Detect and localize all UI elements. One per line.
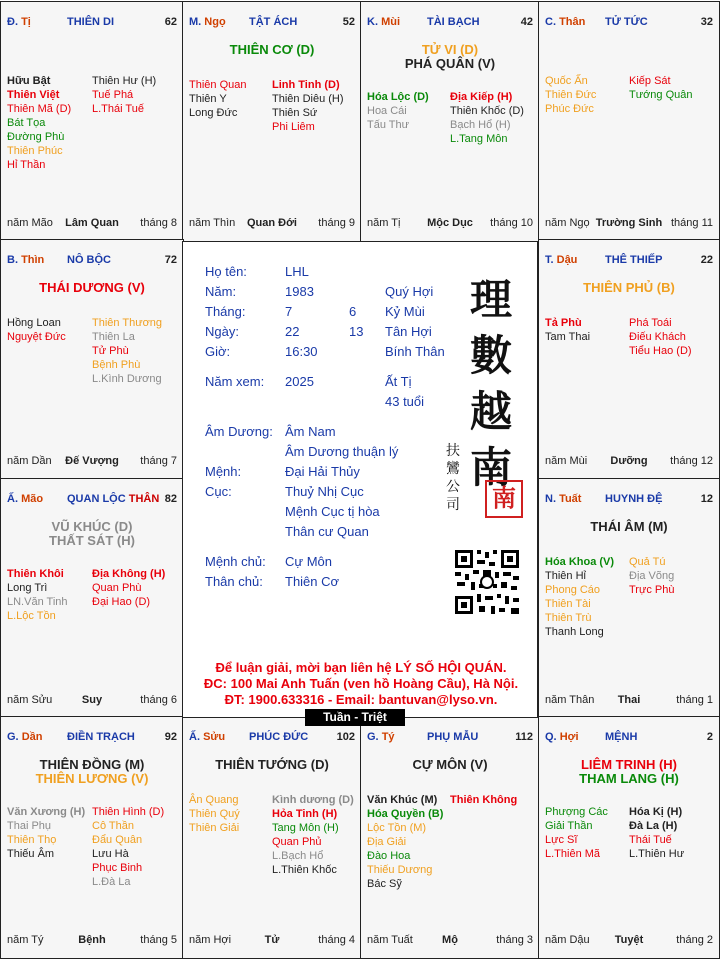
major-star: TỬ VI (D): [421, 42, 479, 57]
stars-right: [272, 793, 355, 877]
minor-star: Thái Tuế: [629, 834, 672, 846]
palace-name: TỬ TỨC: [605, 16, 648, 28]
info-cuc-note2: Thân cư Quan: [285, 524, 369, 539]
stars-left: [7, 567, 92, 623]
minor-star: Long Đức: [189, 107, 238, 119]
minor-star: Thiếu Âm: [7, 848, 55, 860]
footer-stage: Suy: [81, 694, 103, 706]
minor-star: Thiên Sứ: [272, 107, 318, 119]
palace-number: 42: [520, 16, 533, 28]
minor-star: Hồng Loan: [7, 317, 61, 329]
minor-star: Văn Xương (H): [7, 806, 86, 818]
minor-star: Phi Liêm: [272, 121, 315, 133]
major-star: THAM LANG (H): [579, 771, 679, 786]
major-star: THÁI ÂM (M): [590, 519, 668, 534]
palace-name: HUYNH ĐỆ: [605, 493, 663, 505]
major-star: THÁI DƯƠNG (V): [39, 280, 145, 295]
major-star: THIÊN LƯƠNG (V): [35, 771, 149, 786]
info-age: 43 tuổi: [385, 394, 425, 409]
minor-star: Đường Phù: [7, 131, 65, 143]
footer-year: năm Ngọ: [545, 217, 590, 229]
palace-number: 72: [164, 254, 177, 266]
stars-left: [545, 805, 629, 861]
stars-left: [367, 90, 450, 132]
minor-star: Phục Binh: [92, 862, 143, 874]
palace-number: 12: [700, 493, 713, 505]
palace-number: 102: [336, 731, 355, 743]
minor-star: L.Thiên Khốc: [272, 864, 337, 876]
footer-month: tháng 4: [318, 934, 355, 946]
minor-star: Hoa Cái: [367, 105, 407, 117]
contact-line-3: ĐT: 1900.633316 - Email: bantuvan@lyso.vn.: [224, 692, 498, 707]
minor-star: Phúc Đức: [545, 103, 594, 115]
minor-star: Thiên Phúc: [7, 145, 63, 157]
minor-star: Hóa Kị (H): [629, 806, 683, 818]
minor-star: Thiên Trù: [545, 612, 592, 624]
minor-stars: [7, 74, 177, 204]
palace-name: MỆNH: [605, 731, 638, 743]
palace-can: Ấ. Mão: [7, 493, 44, 505]
footer-stage: Quan Đới: [247, 217, 297, 229]
palace-name: PHÚC ĐỨC: [249, 731, 309, 743]
palace-chi: Tị: [21, 16, 31, 28]
palace-number: 62: [164, 16, 177, 28]
palace-can: G. Dần: [7, 731, 43, 743]
minor-star: Thiên Quý: [189, 808, 240, 820]
minor-star: LN.Văn Tinh: [7, 596, 68, 608]
major-star: CỰ MÔN (V): [412, 757, 488, 772]
minor-star: Quan Phủ: [272, 836, 322, 848]
palace-name: PHỤ MẪU: [427, 731, 479, 743]
calligraphy-logo: 理 數 越 南: [469, 275, 512, 492]
stars-right: [92, 805, 177, 889]
palace-name: NÔ BỘC: [67, 254, 111, 266]
calligraphy-side-text: 扶 鸞 公 司: [446, 443, 460, 513]
minor-star: L.Lộc Tồn: [7, 610, 56, 622]
palace-chi: Mùi: [381, 16, 401, 28]
palace-footer: [189, 934, 355, 948]
palace-can: N. Tuất: [545, 493, 582, 505]
palace-chi: Thân: [559, 16, 586, 28]
palace-ty: [360, 716, 540, 959]
minor-star: L.Kình Dương: [92, 373, 162, 385]
minor-stars: [367, 793, 533, 923]
minor-star: Hữu Bật: [7, 75, 51, 87]
palace-header: [367, 16, 533, 30]
palace-chi: Ngọ: [204, 16, 226, 28]
footer-month: tháng 8: [140, 217, 177, 229]
red-seal: 南: [485, 480, 523, 518]
minor-star: Thiên Diêu (H): [272, 93, 344, 105]
palace-can: B. Thìn: [7, 254, 45, 266]
minor-star: L.Bạch Hổ: [272, 850, 324, 862]
footer-stage: Dưỡng: [610, 455, 648, 467]
footer-stage: Mộc Dục: [427, 217, 473, 229]
minor-star: Thiên Không: [450, 794, 518, 806]
minor-star: Thiên Y: [189, 93, 227, 105]
stars-left: [545, 316, 629, 344]
minor-star: Lộc Tồn (M): [367, 822, 427, 834]
palace-chi: Mão: [21, 493, 44, 505]
minor-star: Hóa Quyền (B): [367, 808, 444, 820]
minor-star: Thiên Hư (H): [92, 75, 157, 87]
minor-star: Phá Toái: [629, 317, 672, 329]
palace-header: [7, 731, 177, 745]
minor-star: Thiên Thọ: [7, 834, 57, 846]
footer-month: tháng 6: [140, 694, 177, 706]
footer-stage: Bệnh: [78, 934, 106, 946]
palace-name: TÀI BẠCH: [427, 16, 480, 28]
palace-tuat: [538, 478, 720, 719]
palace-footer: [545, 694, 713, 708]
minor-star: Điếu Khách: [629, 331, 686, 343]
footer-stage: Trường Sinh: [595, 217, 663, 229]
minor-star: Thiên Hình (D): [92, 806, 165, 818]
stars-left: [367, 793, 450, 891]
footer-month: tháng 1: [676, 694, 713, 706]
minor-star: Đào Hoa: [367, 850, 411, 862]
info-menh: Mệnh: Đại Hải Thủy: [205, 464, 360, 479]
major-star: THIÊN ĐỒNG (M): [39, 757, 145, 772]
minor-star: Đà La (H): [629, 820, 678, 832]
minor-star: Trực Phù: [629, 584, 675, 596]
footer-year: năm Tị: [367, 217, 401, 229]
minor-stars: [545, 555, 713, 685]
palace-name: THÊ THIẾP: [605, 254, 663, 266]
palace-header: [367, 731, 533, 745]
info-view-year: Năm xem: 2025 Ất Tị: [205, 374, 412, 389]
palace-name: QUAN LỘC THÂN: [67, 493, 160, 505]
minor-star: Quan Phù: [92, 582, 142, 594]
palace-dau: [538, 239, 720, 480]
palace-header: [7, 16, 177, 30]
palace-can: Đ. Tị: [7, 16, 31, 28]
palace-can: Ấ. Sửu: [189, 731, 226, 743]
minor-star: Tiểu Hao (D): [629, 345, 692, 357]
minor-star: Địa Không (H): [92, 568, 166, 580]
minor-star: Thiên Tài: [545, 598, 591, 610]
minor-star: L.Thiên Mã: [545, 848, 601, 860]
minor-star: L.Thiên Hư: [629, 848, 685, 860]
minor-star: Kình dương (D): [272, 794, 354, 806]
palace-number: 2: [706, 731, 713, 743]
minor-star: L.Thái Tuế: [92, 103, 144, 115]
minor-star: Bát Tọa: [7, 117, 46, 129]
stars-right: [629, 316, 713, 358]
minor-star: Thanh Long: [545, 626, 604, 638]
info-year: Năm: 1983 Quý Hợi: [205, 284, 434, 299]
stars-right: [450, 90, 533, 146]
minor-star: Hóa Khoa (V): [545, 556, 615, 568]
palace-thin: [0, 239, 184, 480]
minor-star: Văn Khúc (M): [367, 794, 438, 806]
palace-header: [545, 16, 713, 30]
minor-star: Nguyệt Đức: [7, 331, 66, 343]
minor-star: Thai Phụ: [7, 820, 52, 832]
palace-header: [189, 731, 355, 745]
footer-year: năm Mùi: [545, 455, 588, 467]
minor-star: Hóa Lộc (D): [367, 91, 429, 103]
footer-year: năm Hợi: [189, 934, 232, 946]
minor-star: L.Đà La: [92, 876, 131, 888]
palace-header: [7, 254, 177, 268]
major-star: THẤT SÁT (H): [49, 533, 135, 548]
qr-code-icon: [453, 548, 521, 616]
major-star: PHÁ QUÂN (V): [404, 56, 496, 71]
minor-star: Lực Sĩ: [545, 834, 578, 846]
palace-footer: [545, 455, 713, 469]
footer-year: năm Mão: [7, 217, 53, 229]
footer-month: tháng 10: [490, 217, 533, 229]
footer-stage: Tử: [264, 934, 280, 946]
palace-chi: Dậu: [556, 254, 578, 266]
footer-year: năm Tuất: [367, 934, 413, 946]
palace-name: TẬT ÁCH: [249, 16, 298, 28]
minor-star: Quốc Ấn: [545, 75, 588, 87]
minor-star: Thiên Việt: [7, 89, 60, 101]
footer-month: tháng 9: [318, 217, 355, 229]
minor-star: Phong Cáo: [545, 584, 601, 596]
palace-header: [545, 493, 713, 507]
minor-star: Cô Thần: [92, 820, 134, 832]
palace-number: 92: [164, 731, 177, 743]
minor-star: Địa Giải: [367, 836, 407, 848]
minor-star: Tướng Quân: [629, 89, 693, 101]
footer-year: năm Thân: [545, 694, 595, 706]
palace-header: [7, 493, 177, 507]
minor-star: Địa Võng: [629, 570, 675, 582]
palace-header: [545, 731, 713, 745]
minor-star: Thiên Giải: [189, 822, 240, 834]
minor-star: Bác Sỹ: [367, 878, 402, 890]
minor-star: Đại Hao (D): [92, 596, 151, 608]
minor-star: Địa Kiếp (H): [450, 91, 513, 103]
palace-dan: [0, 716, 184, 959]
minor-star: Thiên Đức: [545, 89, 597, 101]
minor-star: Thiên Quan: [189, 79, 247, 91]
stars-right: [92, 567, 177, 609]
footer-month: tháng 11: [670, 217, 713, 229]
stars-left: [189, 793, 272, 835]
footer-year: năm Tý: [7, 934, 44, 946]
info-cuc-note1: Mệnh Cục tị hòa: [285, 504, 380, 519]
palace-number: 112: [515, 731, 533, 743]
footer-month: tháng 12: [670, 455, 713, 467]
palace-tag: THÂN: [128, 493, 160, 505]
stars-left: [7, 74, 92, 172]
palace-ti: [0, 1, 184, 242]
stars-left: [7, 316, 92, 344]
palace-chi: Sửu: [203, 731, 226, 743]
palace-hoi: [538, 716, 720, 959]
minor-star: Tuế Phá: [92, 89, 134, 101]
minor-star: Tang Môn (H): [272, 822, 339, 834]
palace-chi: Hợi: [559, 731, 579, 743]
palace-can: K. Mùi: [367, 16, 401, 28]
footer-month: tháng 2: [676, 934, 713, 946]
info-day: Ngày: 22 13 Tân Hợi: [205, 324, 432, 339]
contact-line-2: ĐC: 100 Mai Anh Tuấn (ven hồ Hoàng Cầu), Hà Nội.: [203, 676, 519, 691]
info-than-chu: Thân chủ: Thiên Cơ: [205, 574, 340, 589]
palace-number: 32: [700, 16, 713, 28]
stars-right: [629, 555, 713, 597]
stars-right: [629, 805, 713, 861]
palace-chi: Tý: [381, 731, 395, 743]
stars-left: [545, 74, 629, 116]
palace-number: 82: [164, 493, 177, 505]
palace-footer: [7, 694, 177, 708]
minor-stars: [189, 793, 355, 923]
minor-star: Giải Thần: [545, 820, 593, 832]
info-month: Tháng: 7 6 Kỷ Mùi: [205, 304, 425, 319]
palace-footer: [367, 934, 533, 948]
footer-stage: Lâm Quan: [65, 217, 119, 229]
minor-star: Bệnh Phù: [92, 359, 141, 371]
minor-star: Long Trì: [7, 582, 48, 594]
info-menh-chu: Mệnh chủ: Cự Môn: [205, 554, 332, 569]
footer-month: tháng 3: [496, 934, 533, 946]
stars-left: [7, 805, 92, 861]
palace-can: T. Dậu: [545, 254, 578, 266]
minor-star: Phượng Các: [545, 806, 608, 818]
minor-star: Hỏa Tinh (H): [272, 808, 338, 820]
minor-stars: [7, 567, 177, 697]
footer-year: năm Dần: [7, 455, 52, 467]
minor-star: L.Tang Môn: [450, 133, 508, 145]
minor-star: Tử Phù: [92, 345, 129, 357]
minor-star: Quả Tú: [629, 556, 666, 568]
minor-star: Đẩu Quân: [92, 834, 143, 846]
palace-than: [538, 1, 720, 242]
palace-can: G. Tý: [367, 731, 395, 743]
major-star: THIÊN PHỦ (B): [583, 280, 675, 295]
palace-footer: [7, 217, 177, 231]
palace-number: 22: [700, 254, 713, 266]
minor-star: Tả Phù: [545, 317, 582, 329]
footer-year: năm Sửu: [7, 694, 53, 706]
minor-stars: [545, 74, 713, 204]
footer-month: tháng 5: [140, 934, 177, 946]
info-am-duong-note: Âm Dương thuận lý: [285, 444, 399, 459]
info-am-duong: Âm Dương: Âm Nam: [205, 424, 336, 439]
minor-star: Thiếu Dương: [367, 864, 433, 876]
info-hour: Giờ: 16:30 Bính Thân: [205, 344, 445, 359]
palace-suu: [182, 716, 362, 959]
minor-star: Lưu Hà: [92, 848, 129, 860]
palace-mui: [360, 1, 540, 242]
minor-star: Thiên Khôi: [7, 568, 64, 580]
palace-can: Q. Hợi: [545, 731, 579, 743]
palace-footer: [7, 455, 177, 469]
palace-footer: [545, 934, 713, 948]
palace-chi: Thìn: [21, 254, 45, 266]
palace-name: THIÊN DI: [67, 16, 115, 28]
minor-star: Bạch Hổ (H): [450, 119, 511, 131]
major-star: VŨ KHÚC (D): [51, 519, 133, 534]
stars-right: [272, 78, 355, 134]
palace-chi: Dần: [21, 731, 43, 743]
palace-footer: [189, 217, 355, 231]
palace-ngo: [182, 1, 362, 242]
minor-stars: [189, 78, 355, 208]
info-name: Họ tên: LHL: [205, 264, 309, 279]
minor-star: Tấu Thư: [367, 119, 410, 131]
minor-stars: [367, 90, 533, 220]
footer-year: năm Dậu: [545, 934, 590, 946]
palace-number: 52: [342, 16, 355, 28]
minor-stars: [545, 805, 713, 935]
minor-stars: [545, 316, 713, 446]
minor-star: Kiếp Sát: [629, 75, 671, 87]
footer-year: năm Thìn: [189, 217, 236, 229]
palace-footer: [7, 934, 177, 948]
minor-star: Thiên Hỉ: [545, 570, 586, 582]
minor-stars: [7, 805, 177, 935]
palace-can: C. Thân: [545, 16, 586, 28]
palace-mao: [0, 478, 184, 719]
footer-stage: Tuyệt: [614, 934, 644, 946]
major-star: THIÊN TƯỚNG (D): [215, 757, 329, 772]
minor-star: Linh Tinh (D): [272, 79, 340, 91]
footer-month: tháng 7: [140, 455, 177, 467]
minor-star: Thiên La: [92, 331, 135, 343]
minor-stars: [7, 316, 177, 446]
stars-left: [545, 555, 629, 639]
contact-line-1: Để luận giải, mời bạn liên hệ LÝ SỐ HỘI QUÁN.: [215, 660, 507, 675]
footer-stage: Thai: [617, 694, 641, 706]
stars-right: [629, 74, 713, 102]
minor-star: Ân Quang: [189, 794, 239, 806]
center-info-panel: [182, 241, 538, 718]
minor-star: Tam Thai: [545, 331, 591, 343]
minor-star: Thiên Khốc (D): [450, 105, 524, 117]
palace-can: M. Ngọ: [189, 16, 226, 28]
palace-header: [545, 254, 713, 268]
palace-chi: Tuất: [559, 493, 582, 505]
tuan-triet-label: Tuần - Triệt: [305, 709, 405, 726]
footer-stage: Đế Vượng: [65, 455, 119, 467]
palace-name: ĐIỀN TRẠCH: [67, 731, 135, 743]
major-star: LIÊM TRINH (H): [580, 757, 678, 772]
stars-right: [92, 316, 177, 386]
footer-stage: Mộ: [442, 934, 458, 946]
minor-star: Thiên Thương: [92, 317, 163, 329]
stars-left: [189, 78, 272, 120]
major-star: THIÊN CƠ (D): [229, 42, 315, 57]
minor-star: Thiên Mã (D): [7, 103, 72, 115]
minor-star: Hỉ Thần: [7, 159, 46, 171]
stars-right: [450, 793, 533, 807]
palace-footer: [367, 217, 533, 231]
palace-footer: [545, 217, 713, 231]
palace-header: [189, 16, 355, 30]
stars-right: [92, 74, 177, 116]
info-cuc: Cục: Thuỷ Nhị Cục: [205, 484, 364, 499]
